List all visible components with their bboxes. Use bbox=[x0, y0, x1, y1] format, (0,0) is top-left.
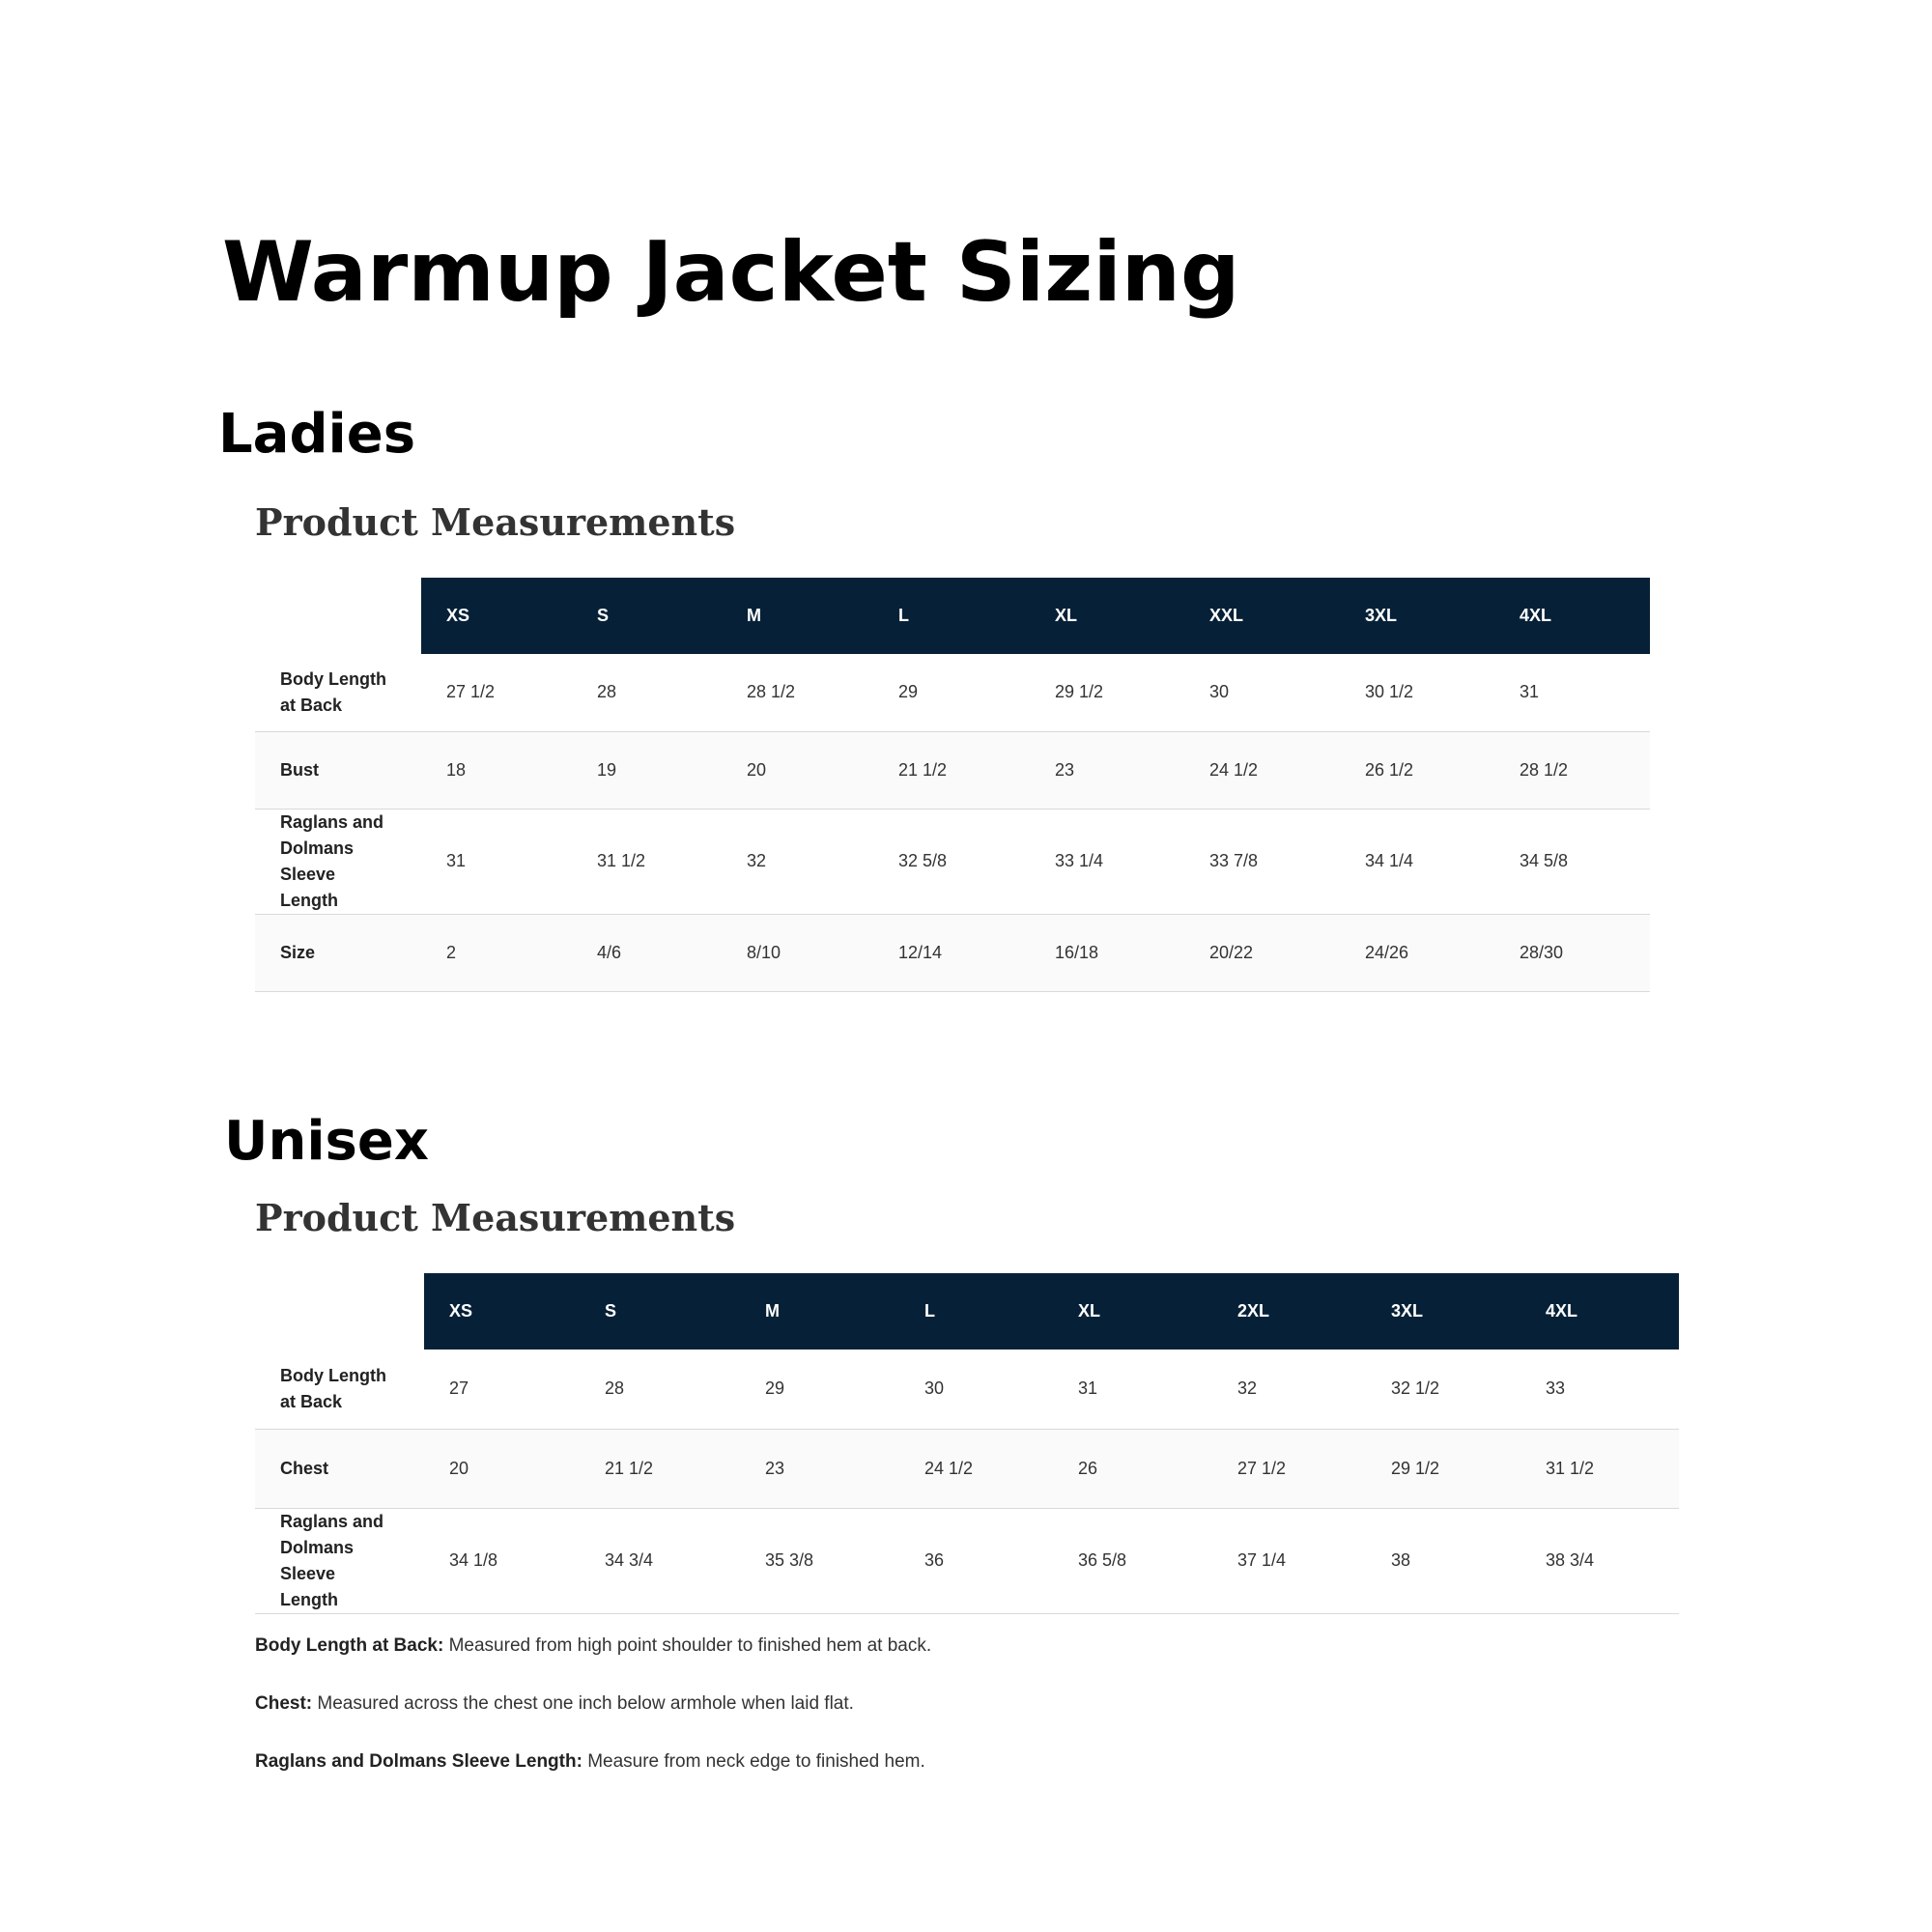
row-label-text: Raglans and Dolmans Sleeve Length bbox=[280, 1511, 384, 1609]
note-body-length bbox=[255, 1634, 1704, 1658]
table-cell: 28 1/2 bbox=[722, 654, 873, 731]
unisex-heading: Unisex bbox=[224, 1110, 429, 1173]
column-header: 3XL bbox=[1366, 1273, 1520, 1350]
table-cell: 4/6 bbox=[572, 914, 722, 991]
column-header: XXL bbox=[1184, 578, 1340, 654]
table-cell: 16/18 bbox=[1030, 914, 1184, 991]
table-cell: 23 bbox=[1030, 731, 1184, 809]
column-header: 4XL bbox=[1494, 578, 1650, 654]
ladies-size-table bbox=[255, 578, 1650, 992]
row-label-text: Body Length at Back bbox=[280, 1365, 386, 1411]
row-label-text: Body Length at Back bbox=[280, 668, 386, 715]
table-cell: 26 bbox=[1053, 1429, 1212, 1508]
column-header: S bbox=[580, 1273, 740, 1350]
table-cell: 34 1/8 bbox=[424, 1508, 580, 1613]
row-label bbox=[255, 1350, 424, 1429]
table-cell: 38 3/4 bbox=[1520, 1508, 1679, 1613]
column-header: L bbox=[873, 578, 1030, 654]
column-header: XS bbox=[424, 1273, 580, 1350]
table-cell: 32 bbox=[1212, 1350, 1366, 1429]
table-cell: 2 bbox=[421, 914, 572, 991]
note-text: Measured from high point shoulder to finished hem at back. bbox=[443, 1635, 932, 1656]
table-cell: 32 bbox=[722, 809, 873, 914]
unisex-subheading: Product Measurements bbox=[255, 1196, 736, 1239]
measurement-notes bbox=[255, 1634, 1704, 1808]
table-cell: 38 bbox=[1366, 1508, 1520, 1613]
unisex-header-row bbox=[255, 1273, 1679, 1350]
table-row bbox=[255, 914, 1650, 991]
table-cell: 31 bbox=[1494, 654, 1650, 731]
table-cell: 19 bbox=[572, 731, 722, 809]
table-cell: 34 5/8 bbox=[1494, 809, 1650, 914]
table-cell: 24 1/2 bbox=[1184, 731, 1340, 809]
table-cell: 29 1/2 bbox=[1030, 654, 1184, 731]
table-row bbox=[255, 1350, 1679, 1429]
table-row bbox=[255, 1429, 1679, 1508]
table-cell: 18 bbox=[421, 731, 572, 809]
note-term: Raglans and Dolmans Sleeve Length: bbox=[255, 1751, 582, 1772]
row-label bbox=[255, 1508, 424, 1613]
note-sleeve-length bbox=[255, 1750, 1704, 1774]
ladies-subheading: Product Measurements bbox=[255, 500, 736, 544]
note-term: Body Length at Back: bbox=[255, 1635, 444, 1656]
row-label: Size bbox=[255, 914, 421, 991]
table-cell: 12/14 bbox=[873, 914, 1030, 991]
table-cell: 29 bbox=[873, 654, 1030, 731]
column-header: L bbox=[899, 1273, 1053, 1350]
table-row bbox=[255, 1508, 1679, 1613]
ladies-header-row bbox=[255, 578, 1650, 654]
ladies-heading: Ladies bbox=[218, 403, 416, 466]
table-cell: 28/30 bbox=[1494, 914, 1650, 991]
table-cell: 37 1/4 bbox=[1212, 1508, 1366, 1613]
table-cell: 29 1/2 bbox=[1366, 1429, 1520, 1508]
table-cell: 28 bbox=[580, 1350, 740, 1429]
table-cell: 21 1/2 bbox=[580, 1429, 740, 1508]
table-cell: 29 bbox=[740, 1350, 899, 1429]
page-title: Warmup Jacket Sizing bbox=[222, 224, 1240, 321]
column-header: 3XL bbox=[1340, 578, 1494, 654]
table-cell: 20/22 bbox=[1184, 914, 1340, 991]
unisex-size-table bbox=[255, 1273, 1679, 1614]
table-cell: 21 1/2 bbox=[873, 731, 1030, 809]
table-cell: 35 3/8 bbox=[740, 1508, 899, 1613]
table-cell: 36 5/8 bbox=[1053, 1508, 1212, 1613]
table-cell: 36 bbox=[899, 1508, 1053, 1613]
table-cell: 34 1/4 bbox=[1340, 809, 1494, 914]
note-chest bbox=[255, 1692, 1704, 1716]
table-cell: 31 bbox=[1053, 1350, 1212, 1429]
table-cell: 31 bbox=[421, 809, 572, 914]
column-header: XS bbox=[421, 578, 572, 654]
note-text: Measured across the chest one inch below armhole when laid flat. bbox=[312, 1693, 854, 1714]
column-header: XL bbox=[1030, 578, 1184, 654]
table-row bbox=[255, 809, 1650, 914]
table-cell: 28 1/2 bbox=[1494, 731, 1650, 809]
column-header: 2XL bbox=[1212, 1273, 1366, 1350]
table-cell: 26 1/2 bbox=[1340, 731, 1494, 809]
table-cell: 32 5/8 bbox=[873, 809, 1030, 914]
table-cell: 33 7/8 bbox=[1184, 809, 1340, 914]
table-cell: 8/10 bbox=[722, 914, 873, 991]
row-label bbox=[255, 809, 421, 914]
table-cell: 27 1/2 bbox=[1212, 1429, 1366, 1508]
table-cell: 20 bbox=[424, 1429, 580, 1508]
note-text: Measure from neck edge to finished hem. bbox=[582, 1751, 925, 1772]
table-cell: 33 bbox=[1520, 1350, 1679, 1429]
row-label: Bust bbox=[255, 731, 421, 809]
table-corner-cell bbox=[255, 578, 421, 654]
table-cell: 28 bbox=[572, 654, 722, 731]
table-cell: 32 1/2 bbox=[1366, 1350, 1520, 1429]
table-cell: 34 3/4 bbox=[580, 1508, 740, 1613]
table-cell: 30 1/2 bbox=[1340, 654, 1494, 731]
table-row bbox=[255, 654, 1650, 731]
table-cell: 27 1/2 bbox=[421, 654, 572, 731]
note-term: Chest: bbox=[255, 1693, 313, 1714]
table-cell: 27 bbox=[424, 1350, 580, 1429]
table-cell: 30 bbox=[1184, 654, 1340, 731]
row-label: Chest bbox=[255, 1429, 424, 1508]
column-header: 4XL bbox=[1520, 1273, 1679, 1350]
table-cell: 24/26 bbox=[1340, 914, 1494, 991]
table-cell: 20 bbox=[722, 731, 873, 809]
table-cell: 33 1/4 bbox=[1030, 809, 1184, 914]
table-cell: 24 1/2 bbox=[899, 1429, 1053, 1508]
column-header: S bbox=[572, 578, 722, 654]
table-row bbox=[255, 731, 1650, 809]
column-header: XL bbox=[1053, 1273, 1212, 1350]
column-header: M bbox=[740, 1273, 899, 1350]
table-cell: 31 1/2 bbox=[572, 809, 722, 914]
table-cell: 31 1/2 bbox=[1520, 1429, 1679, 1508]
row-label bbox=[255, 654, 421, 731]
table-cell: 30 bbox=[899, 1350, 1053, 1429]
column-header: M bbox=[722, 578, 873, 654]
row-label-text: Raglans and Dolmans Sleeve Length bbox=[280, 811, 384, 910]
table-corner-cell bbox=[255, 1273, 424, 1350]
table-cell: 23 bbox=[740, 1429, 899, 1508]
